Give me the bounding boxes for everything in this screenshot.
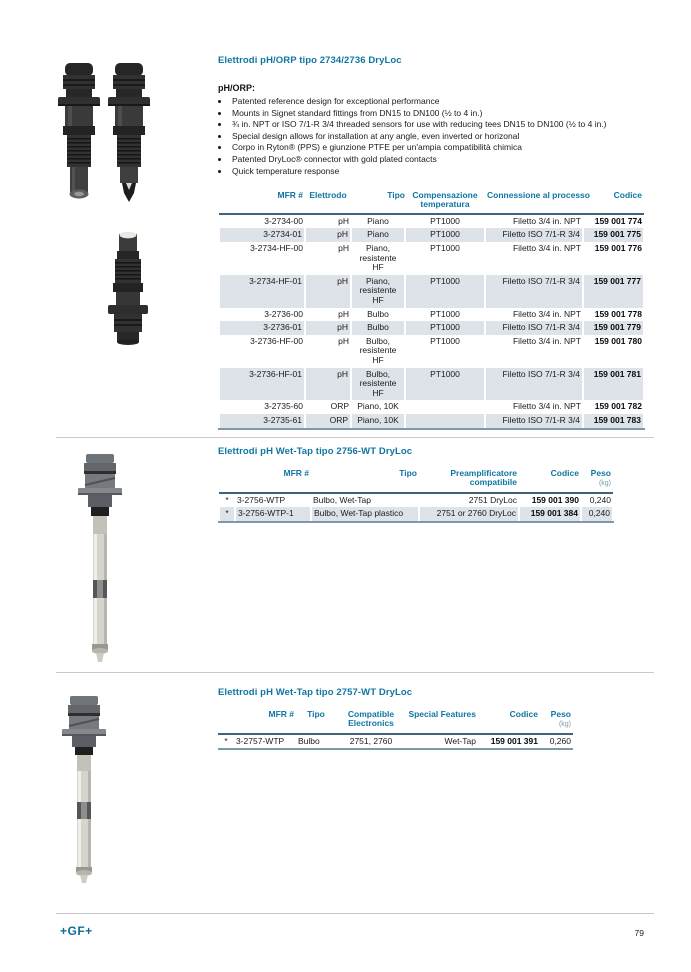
table-cell: Piano, resistente HF — [351, 275, 405, 308]
footer-divider — [56, 913, 654, 914]
table-cell: 3-2734-HF-00 — [250, 243, 303, 254]
table-cell: Filetto 3/4 in. NPT — [512, 401, 581, 412]
table-cell — [405, 400, 485, 414]
table-cell: Bulbo, Wet-Tap plastico — [311, 507, 419, 522]
table-cell: pH — [338, 243, 349, 254]
table-cell: pH — [338, 335, 349, 346]
table-cell: ORP — [305, 414, 351, 429]
table-header-row — [219, 467, 613, 493]
table-cell — [405, 414, 485, 429]
product-photo-2756-electrode — [77, 452, 123, 664]
table-cell: 3-2756-WTP-1 — [235, 507, 311, 522]
table-cell: Filetto 3/4 in. NPT — [512, 335, 581, 346]
table-header-row — [219, 189, 644, 214]
table-cell: Bulbo — [296, 734, 336, 750]
table-cell: 2751 DryLoc — [468, 494, 517, 505]
table-cell: ORP — [330, 401, 349, 412]
table-header-row — [218, 708, 573, 734]
table-cell: 3-2735-61 — [219, 414, 305, 429]
table-cell: Filetto ISO 7/1-R 3/4 — [485, 414, 583, 429]
table-cell: 0,260 — [540, 734, 573, 750]
column-header-peso: Peso (kg) — [540, 708, 573, 734]
table-cell: 159 001 783 — [583, 414, 644, 429]
table-row — [219, 321, 644, 335]
ordering-table-2756 — [218, 467, 614, 523]
column-header-tipo: Tipo — [296, 708, 336, 734]
table-cell: 3-2735-60 — [264, 401, 303, 412]
table-row — [219, 228, 644, 242]
bullet-item: • Patented reference design for exceptional performance — [230, 96, 644, 108]
column-header-codice: Codice — [583, 189, 644, 214]
table-cell: pH — [338, 308, 349, 319]
table-cell: PT1000 — [405, 321, 485, 335]
table-cell: 3-2736-01 — [219, 321, 305, 335]
section-2734-2736 — [218, 55, 644, 430]
peso-unit-label: (kg) — [558, 721, 571, 729]
table-cell: 3-2736-HF-01 — [219, 368, 305, 401]
table-cell: Bulbo — [367, 308, 389, 319]
table-row — [219, 507, 613, 522]
table-cell: PT1000 — [430, 335, 460, 346]
table-cell: Filetto 3/4 in. NPT — [512, 308, 581, 319]
table-cell: 159 001 775 — [583, 228, 644, 242]
table-cell: 2751 or 2760 DryLoc — [419, 507, 519, 522]
table-cell: 0,240 — [581, 507, 613, 522]
ordering-table-2734-2736 — [218, 189, 645, 429]
section-title: Elettrodi pH/ORP tipo 2734/2736 DryLoc — [218, 55, 402, 66]
gf-brand-logo: +GF+ — [60, 924, 93, 938]
table-cell: 159 001 781 — [583, 368, 644, 401]
section-title: Elettrodi pH Wet-Tap tipo 2757-WT DryLoc — [218, 687, 413, 698]
table-cell: Bulbo — [351, 321, 405, 335]
table-row — [219, 275, 644, 308]
table-cell: 159 001 778 — [594, 308, 642, 319]
table-cell: 3-2756-WTP — [237, 494, 286, 505]
table-row — [218, 734, 573, 750]
table-cell: Filetto ISO 7/1-R 3/4 — [485, 321, 583, 335]
column-header-elettrodo: Elettrodo — [305, 189, 351, 214]
product-photo-2734-single-sensor — [106, 228, 150, 346]
column-header-tipo: Tipo — [311, 467, 419, 493]
column-header-mfr: MFR # — [234, 708, 296, 734]
table-cell: 159 001 390 — [531, 494, 579, 505]
column-header-preamplificatore: Preamplificatore compatibile — [419, 467, 519, 493]
column-header-codice: Codice — [478, 708, 540, 734]
table-row — [219, 400, 644, 414]
table-cell: Filetto ISO 7/1-R 3/4 — [485, 368, 583, 401]
column-header-codice: Codice — [519, 467, 581, 493]
product-photo-2757-electrode — [61, 694, 107, 886]
table-cell: 3-2734-00 — [264, 215, 303, 226]
table-row — [219, 493, 613, 508]
table-cell: Piano, 10K — [351, 414, 405, 429]
table-cell: 159 001 780 — [594, 335, 642, 346]
column-header-special-features: Special Features — [406, 708, 478, 734]
table-cell: Bulbo, Wet-Tap — [313, 494, 371, 505]
table-cell: 3-2734-01 — [219, 228, 305, 242]
table-cell: 159 001 782 — [594, 401, 642, 412]
table-cell: Piano, resistente HF — [359, 243, 397, 273]
table-cell: 0,240 — [589, 494, 611, 505]
table-cell: pH — [338, 215, 349, 226]
column-header-mfr: MFR # — [219, 189, 305, 214]
table-cell: 3-2757-WTP — [234, 734, 296, 750]
table-row — [219, 335, 644, 368]
table-cell: pH — [305, 368, 351, 401]
page-number: 79 — [634, 928, 644, 938]
table-cell: Filetto ISO 7/1-R 3/4 — [485, 228, 583, 242]
table-row — [219, 242, 644, 275]
table-cell: Bulbo, resistente HF — [359, 335, 397, 365]
table-row — [219, 308, 644, 322]
column-header-compensazione: Compensazione temperatura — [405, 189, 485, 214]
section-title: Elettrodi pH Wet-Tap tipo 2756-WT DryLoc — [218, 446, 413, 457]
table-row — [219, 368, 644, 401]
bullet-item: • Patented DryLoc® connector with gold plated contacts — [230, 154, 644, 166]
bullet-item: • Corpo in Ryton® (PPS) e giunzione PTFE per un'ampia compatibilità chimica — [230, 142, 644, 154]
column-header-compatible-electronics: Compatible Electronics — [336, 708, 406, 734]
table-cell: Piano — [367, 215, 389, 226]
section-divider — [56, 437, 654, 438]
section-2756 — [218, 446, 618, 523]
table-row — [219, 414, 644, 429]
table-cell: pH — [305, 228, 351, 242]
bullet-item: • Mounts in Signet standard fittings from DN15 to DN100 (½ to 4 in.) — [230, 108, 644, 120]
table-cell: Wet-Tap — [406, 734, 478, 750]
product-photo-2734-2736-sensors — [56, 60, 152, 205]
table-cell: PT1000 — [430, 243, 460, 254]
table-cell: PT1000 — [405, 275, 485, 308]
column-header-note — [218, 708, 234, 734]
column-header-mfr: MFR # — [235, 467, 311, 493]
column-header-tipo: Tipo — [351, 189, 405, 214]
bullet-item: • ¾ in. NPT or ISO 7/1-R 3/4 threaded sensors for use with reducing tees DN15 to DN100 (½ to 4 in.) — [230, 119, 644, 131]
table-cell: PT1000 — [430, 215, 460, 226]
table-cell: PT1000 — [405, 368, 485, 401]
table-cell: 159 001 391 — [478, 734, 540, 750]
feature-bullet-list — [230, 96, 644, 177]
table-cell: PT1000 — [405, 228, 485, 242]
table-cell: 159 001 777 — [583, 275, 644, 308]
table-cell: Piano, 10K — [357, 401, 399, 412]
table-cell: pH — [305, 321, 351, 335]
table-cell: Piano — [351, 228, 405, 242]
column-header-note — [219, 467, 235, 493]
bullet-item: • Quick temperature response — [230, 166, 644, 178]
section-divider — [56, 672, 654, 673]
table-cell: 159 001 384 — [519, 507, 581, 522]
table-cell: 159 001 774 — [594, 215, 642, 226]
peso-unit-label: (kg) — [598, 480, 611, 488]
ordering-table-2757 — [218, 708, 573, 750]
table-cell: Filetto 3/4 in. NPT — [512, 243, 581, 254]
column-header-connessione: Connessione al processo — [485, 189, 583, 214]
table-cell: 3-2736-HF-00 — [250, 335, 303, 346]
table-cell: * — [219, 507, 235, 522]
bullet-item: • Special design allows for installation at any angle, even inverted or horizonal — [230, 131, 644, 143]
table-cell: 2751, 2760 — [336, 734, 406, 750]
table-cell: 159 001 779 — [583, 321, 644, 335]
table-cell: PT1000 — [430, 308, 460, 319]
column-header-peso: Peso (kg) — [581, 467, 613, 493]
table-row — [219, 214, 644, 229]
table-cell: * — [225, 494, 229, 505]
table-cell: Filetto ISO 7/1-R 3/4 — [485, 275, 583, 308]
table-cell: Bulbo, resistente HF — [351, 368, 405, 401]
section-2757 — [218, 687, 578, 750]
section-subtitle: pH/ORP: — [218, 83, 255, 93]
table-cell: 3-2736-00 — [264, 308, 303, 319]
table-cell: 3-2734-HF-01 — [219, 275, 305, 308]
table-cell: Filetto 3/4 in. NPT — [512, 215, 581, 226]
table-cell: pH — [305, 275, 351, 308]
table-cell: 159 001 776 — [594, 243, 642, 254]
table-cell: * — [218, 734, 234, 750]
